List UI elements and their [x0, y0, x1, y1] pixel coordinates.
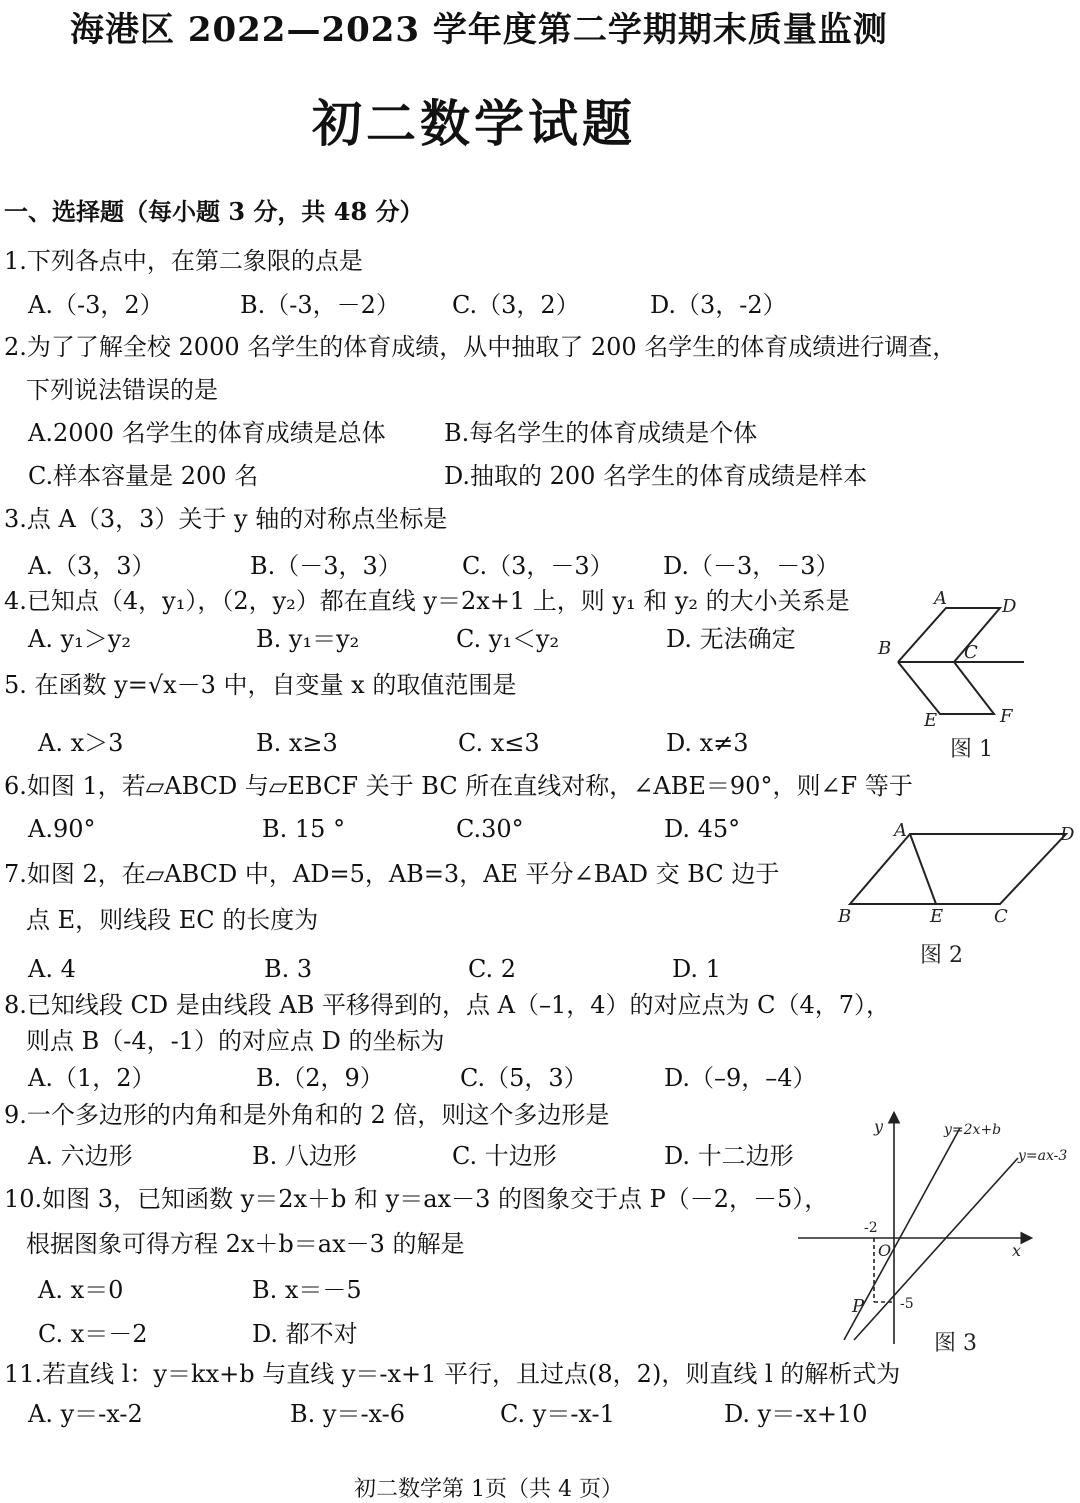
option-a: A.2000 名学生的体育成绩是总体 — [28, 419, 386, 447]
option-c: C.（3，－3） — [462, 552, 614, 580]
option-d: D. y＝-x+10 — [724, 1400, 868, 1428]
parallelogram-abcd — [850, 834, 1066, 904]
page-footer: 初二数学第 1页（共 4 页） — [354, 1477, 623, 1502]
option-d: D. 1 — [672, 955, 721, 983]
point-p-label: P — [852, 1296, 865, 1317]
option-c: C. y₁＜y₂ — [456, 625, 560, 653]
subject-title: 初二数学试题 — [312, 94, 636, 153]
figure-3 — [796, 1108, 1080, 1362]
question-stem-cont: 点 E，则线段 EC 的长度为 — [26, 906, 319, 934]
label-e: E — [924, 710, 938, 731]
option-c: C.30° — [456, 815, 524, 843]
line2-label: y=ax-3 — [1018, 1148, 1068, 1164]
option-a: A. x＞3 — [38, 729, 124, 757]
option-b: B.每名学生的体育成绩是个体 — [444, 419, 758, 447]
option-a: A. y＝-x-2 — [28, 1400, 143, 1428]
option-b: B. 15 ° — [262, 815, 346, 843]
option-c: C.（3，2） — [452, 291, 580, 319]
question-stem: 10.如图 3，已知函数 y＝2x＋b 和 y＝ax－3 的图象交于点 P（－2，－5）， — [4, 1185, 829, 1213]
exam-title: 海港区 2022—2023 学年度第二学期期末质量监测 — [70, 10, 888, 50]
figure-2-caption: 图 2 — [920, 943, 963, 968]
label-d: D — [1060, 824, 1075, 845]
option-d: D.（－3，－3） — [663, 552, 840, 580]
question-stem: 7.如图 2，在▱ABCD 中，AD=5，AB=3，AE 平分∠BAD 交 BC 边于 — [4, 860, 780, 888]
option-d: D. 45° — [664, 815, 741, 843]
option-c: C. 十边形 — [452, 1142, 557, 1170]
option-a: A.（1，2） — [28, 1064, 156, 1092]
label-c: C — [964, 642, 978, 663]
question-stem-cont: 下列说法错误的是 — [26, 376, 218, 404]
option-b: B.（-3，－2） — [240, 291, 400, 319]
label-e: E — [930, 906, 944, 927]
option-b: B. y₁＝y₂ — [256, 625, 360, 653]
option-b: B.（2，9） — [256, 1064, 384, 1092]
parallelogram-ebcf — [898, 662, 994, 714]
figure-1-caption: 图 1 — [950, 737, 993, 762]
option-b: B. x＝－5 — [252, 1276, 362, 1304]
question-stem: 11.若直线 l：y＝kx+b 与直线 y＝-x+1 平行，且过点(8，2)，则直线 l 的解析式为 — [4, 1360, 901, 1388]
option-c: C. x＝－2 — [38, 1320, 148, 1348]
section-title: 一、选择题（每小题 3 分，共 48 分） — [4, 197, 424, 226]
option-a: A. x＝0 — [38, 1276, 124, 1304]
option-c: C. 2 — [468, 955, 517, 983]
question-stem: 4.已知点（4，y₁），（2，y₂）都在直线 y＝2x+1 上，则 y₁ 和 y₂ 的大小关系是 — [4, 587, 850, 615]
parallelogram-abcd — [898, 608, 1000, 662]
option-d: D.抽取的 200 名学生的体育成绩是样本 — [444, 462, 868, 490]
option-d: D.（–9，–4） — [664, 1064, 817, 1092]
tick-x-label: -2 — [864, 1220, 878, 1236]
label-a: A — [894, 820, 907, 841]
label-d: D — [1002, 596, 1017, 617]
option-a: A.（3，3） — [28, 552, 156, 580]
line1-label: y=2x+b — [944, 1122, 1002, 1138]
y-axis-label: y — [874, 1117, 884, 1136]
option-d: D.（3，-2） — [650, 291, 787, 319]
question-stem-cont: 则点 B（-4，-1）的对应点 D 的坐标为 — [26, 1027, 445, 1055]
question-stem: 3.点 A（3，3）关于 y 轴的对称点坐标是 — [4, 505, 448, 533]
tick-y-label: -5 — [900, 1296, 914, 1312]
segment-ae — [910, 834, 936, 904]
question-stem: 1.下列各点中，在第二象限的点是 — [4, 247, 363, 275]
question-stem-cont: 根据图象可得方程 2x＋b＝ax－3 的解是 — [26, 1230, 465, 1258]
option-a: A.（-3，2） — [28, 291, 164, 319]
label-b: B — [878, 638, 892, 659]
label-c: C — [994, 906, 1008, 927]
option-b: B. 八边形 — [252, 1142, 357, 1170]
option-b: B. x≥3 — [256, 729, 338, 757]
label-b: B — [838, 906, 852, 927]
option-c: C.（5，3） — [460, 1064, 588, 1092]
option-a: A. 六边形 — [28, 1142, 133, 1170]
question-stem: 5. 在函数 y=√x－3 中，自变量 x 的取值范围是 — [4, 671, 517, 699]
option-b: B.（－3，3） — [250, 552, 402, 580]
label-a: A — [934, 588, 947, 609]
figure-1 — [868, 586, 1068, 766]
option-d: D. x≠3 — [666, 729, 749, 757]
option-c: C.样本容量是 200 名 — [28, 462, 259, 490]
label-f: F — [1000, 706, 1013, 727]
option-d: D. 十二边形 — [664, 1142, 794, 1170]
option-d: D. 都不对 — [252, 1320, 358, 1348]
option-b: B. 3 — [264, 955, 313, 983]
option-d: D. 无法确定 — [666, 625, 796, 653]
x-axis-label: x — [1012, 1241, 1022, 1260]
option-c: C. y＝-x-1 — [500, 1400, 615, 1428]
question-stem: 2.为了了解全校 2000 名学生的体育成绩，从中抽取了 200 名学生的体育成绩进行调查， — [4, 333, 957, 361]
figure-3-caption: 图 3 — [934, 1331, 977, 1356]
origin-label: O — [878, 1241, 892, 1260]
figure-2 — [834, 816, 1078, 972]
question-stem: 9.一个多边形的内角和是外角和的 2 倍，则这个多边形是 — [4, 1101, 610, 1129]
option-a: A. y₁＞y₂ — [28, 625, 131, 653]
question-stem: 8.已知线段 CD 是由线段 AB 平移得到的，点 A（–1，4）的对应点为 C（4，7）， — [4, 991, 891, 1019]
option-b: B. y＝-x-6 — [290, 1400, 406, 1428]
option-c: C. x≤3 — [458, 729, 540, 757]
question-stem: 6.如图 1，若▱ABCD 与▱EBCF 关于 BC 所在直线对称，∠ABE＝90°，则∠F 等于 — [4, 772, 913, 800]
option-a: A.90° — [28, 815, 96, 843]
option-a: A. 4 — [28, 955, 76, 983]
